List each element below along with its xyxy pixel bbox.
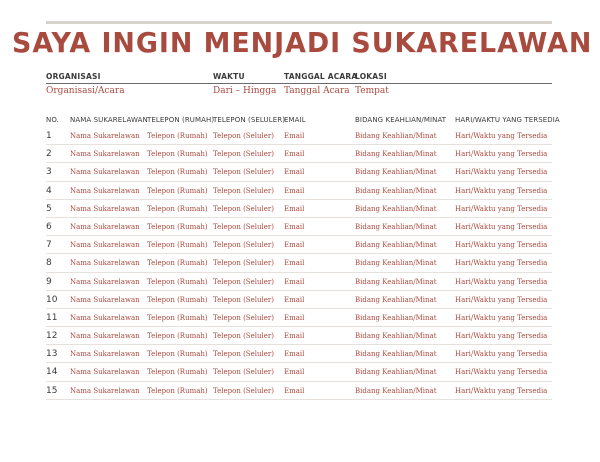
telepon-seluler-cell[interactable]: Telepon (Seluler) (213, 241, 274, 250)
column-header-hari: HARI/WAKTU YANG TERSEDIA (455, 116, 560, 124)
telepon-seluler-cell[interactable]: Telepon (Seluler) (213, 132, 274, 140)
email-cell[interactable]: Email (284, 132, 305, 140)
nama-cell[interactable]: Nama Sukarelawan (70, 168, 140, 177)
telepon-rumah-cell[interactable]: Telepon (Rumah) (147, 277, 208, 286)
waktu-header: WAKTU (213, 72, 245, 81)
bidang-cell[interactable]: Bidang Keahlian/Minat (355, 277, 437, 286)
nama-cell[interactable]: Nama Sukarelawan (70, 186, 140, 195)
email-cell[interactable]: Email (284, 150, 305, 159)
telepon-seluler-cell[interactable]: Telepon (Seluler) (213, 313, 274, 322)
telepon-rumah-cell[interactable]: Telepon (Rumah) (147, 350, 208, 359)
hari-cell[interactable]: Hari/Waktu yang Tersedia (455, 295, 548, 304)
nama-cell[interactable]: Nama Sukarelawan (70, 204, 140, 213)
telepon-rumah-cell[interactable]: Telepon (Rumah) (147, 222, 208, 231)
info-divider (46, 83, 552, 84)
table-row (46, 218, 552, 236)
nama-cell[interactable]: Nama Sukarelawan (70, 150, 140, 159)
table-row (46, 345, 552, 363)
table-row (46, 163, 552, 181)
table-row (46, 363, 552, 381)
hari-cell[interactable]: Hari/Waktu yang Tersedia (455, 277, 548, 286)
row-number: 14 (46, 367, 58, 378)
table-row (46, 182, 552, 200)
bidang-cell[interactable]: Bidang Keahlian/Minat (355, 368, 437, 377)
nama-cell[interactable]: Nama Sukarelawan (70, 277, 140, 286)
bidang-cell[interactable]: Bidang Keahlian/Minat (355, 186, 437, 195)
telepon-rumah-cell[interactable]: Telepon (Rumah) (147, 168, 208, 177)
row-number: 9 (46, 276, 52, 287)
row-number: 4 (46, 185, 52, 196)
hari-cell[interactable]: Hari/Waktu yang Tersedia (455, 222, 548, 231)
organisasi-value[interactable]: Organisasi/Acara (46, 86, 125, 96)
nama-cell[interactable]: Nama Sukarelawan (70, 241, 140, 250)
table-row (46, 145, 552, 163)
email-cell[interactable]: Email (284, 241, 305, 250)
telepon-seluler-cell[interactable]: Telepon (Seluler) (213, 204, 274, 213)
nama-cell[interactable]: Nama Sukarelawan (70, 350, 140, 359)
email-cell[interactable]: Email (284, 295, 305, 304)
telepon-rumah-cell[interactable]: Telepon (Rumah) (147, 386, 208, 395)
telepon-rumah-cell[interactable]: Telepon (Rumah) (147, 368, 208, 377)
column-header-no: NO. (46, 116, 59, 124)
bidang-cell[interactable]: Bidang Keahlian/Minat (355, 350, 437, 359)
telepon-seluler-cell[interactable]: Telepon (Seluler) (213, 222, 274, 231)
email-cell[interactable]: Email (284, 350, 305, 359)
bidang-cell[interactable]: Bidang Keahlian/Minat (355, 259, 437, 268)
table-row (46, 254, 552, 272)
telepon-rumah-cell[interactable]: Telepon (Rumah) (147, 150, 208, 159)
telepon-rumah-cell[interactable]: Telepon (Rumah) (147, 186, 208, 195)
telepon-rumah-cell[interactable]: Telepon (Rumah) (147, 259, 208, 268)
telepon-rumah-cell[interactable]: Telepon (Rumah) (147, 241, 208, 250)
nama-cell[interactable]: Nama Sukarelawan (70, 132, 140, 140)
bidang-cell[interactable]: Bidang Keahlian/Minat (355, 386, 437, 395)
nama-cell[interactable]: Nama Sukarelawan (70, 295, 140, 304)
bidang-cell[interactable]: Bidang Keahlian/Minat (355, 132, 437, 140)
row-number: 12 (46, 331, 58, 342)
column-header-telepon-rumah: TELEPON (RUMAH) (147, 116, 215, 124)
nama-cell[interactable]: Nama Sukarelawan (70, 313, 140, 322)
nama-cell[interactable]: Nama Sukarelawan (70, 259, 140, 268)
bidang-cell[interactable]: Bidang Keahlian/Minat (355, 295, 437, 304)
table-row (46, 200, 552, 218)
table-row (46, 127, 552, 145)
hari-cell[interactable]: Hari/Waktu yang Tersedia (455, 332, 548, 341)
hari-cell[interactable]: Hari/Waktu yang Tersedia (455, 386, 548, 395)
bidang-cell[interactable]: Bidang Keahlian/Minat (355, 168, 437, 177)
hari-cell[interactable]: Hari/Waktu yang Tersedia (455, 204, 548, 213)
telepon-rumah-cell[interactable]: Telepon (Rumah) (147, 204, 208, 213)
bidang-cell[interactable]: Bidang Keahlian/Minat (355, 150, 437, 159)
nama-cell[interactable]: Nama Sukarelawan (70, 368, 140, 377)
column-header-bidang: BIDANG KEAHLIAN/MINAT (355, 116, 447, 124)
column-header-email: EMAIL (284, 116, 306, 124)
row-number: 10 (46, 294, 58, 305)
row-number: 8 (46, 258, 52, 269)
telepon-seluler-cell[interactable]: Telepon (Seluler) (213, 368, 274, 377)
table-row (46, 327, 552, 345)
row-number: 2 (46, 149, 52, 160)
row-number: 3 (46, 167, 52, 178)
table-row (46, 273, 552, 291)
telepon-rumah-cell[interactable]: Telepon (Rumah) (147, 132, 208, 140)
email-cell[interactable]: Email (284, 313, 305, 322)
tanggal-value[interactable]: Tanggal Acara (284, 86, 350, 96)
row-number: 7 (46, 240, 52, 251)
hari-cell[interactable]: Hari/Waktu yang Tersedia (455, 241, 548, 250)
volunteer-table (46, 127, 552, 400)
hari-cell[interactable]: Hari/Waktu yang Tersedia (455, 350, 548, 359)
bidang-cell[interactable]: Bidang Keahlian/Minat (355, 204, 437, 213)
row-number: 5 (46, 203, 52, 214)
telepon-rumah-cell[interactable]: Telepon (Rumah) (147, 313, 208, 322)
hari-cell[interactable]: Hari/Waktu yang Tersedia (455, 150, 548, 159)
hari-cell[interactable]: Hari/Waktu yang Tersedia (455, 168, 548, 177)
waktu-value[interactable]: Dari – Hingga (213, 86, 277, 96)
telepon-seluler-cell[interactable]: Telepon (Seluler) (213, 186, 274, 195)
nama-cell[interactable]: Nama Sukarelawan (70, 332, 140, 341)
telepon-rumah-cell[interactable]: Telepon (Rumah) (147, 332, 208, 341)
tanggal-header: TANGGAL ACARA (284, 72, 358, 81)
organisasi-header: ORGANISASI (46, 72, 101, 81)
email-cell[interactable]: Email (284, 186, 305, 195)
telepon-seluler-cell[interactable]: Telepon (Seluler) (213, 295, 274, 304)
email-cell[interactable]: Email (284, 222, 305, 231)
email-cell[interactable]: Email (284, 204, 305, 213)
nama-cell[interactable]: Nama Sukarelawan (70, 386, 140, 395)
email-cell[interactable]: Email (284, 332, 305, 341)
column-header-telepon-seluler: TELEPON (SELULER) (213, 116, 286, 124)
bidang-cell[interactable]: Bidang Keahlian/Minat (355, 332, 437, 341)
table-row (46, 309, 552, 327)
nama-cell[interactable]: Nama Sukarelawan (70, 222, 140, 231)
email-cell[interactable]: Email (284, 368, 305, 377)
telepon-seluler-cell[interactable]: Telepon (Seluler) (213, 150, 274, 159)
row-number: 1 (46, 131, 52, 141)
table-row (46, 291, 552, 309)
top-divider (46, 21, 552, 24)
column-header-nama: NAMA SUKARELAWAN (70, 116, 148, 124)
row-number: 6 (46, 221, 52, 232)
hari-cell[interactable]: Hari/Waktu yang Tersedia (455, 313, 548, 322)
row-number: 13 (46, 349, 58, 360)
email-cell[interactable]: Email (284, 259, 305, 268)
hari-cell[interactable]: Hari/Waktu yang Tersedia (455, 368, 548, 377)
hari-cell[interactable]: Hari/Waktu yang Tersedia (455, 259, 548, 268)
lokasi-header: LOKASI (355, 72, 387, 81)
hari-cell[interactable]: Hari/Waktu yang Tersedia (455, 186, 548, 195)
row-number: 15 (46, 385, 58, 396)
table-row (46, 236, 552, 254)
hari-cell[interactable]: Hari/Waktu yang Tersedia (455, 132, 548, 140)
email-cell[interactable]: Email (284, 386, 305, 395)
page-title: SAYA INGIN MENJADI SUKARELAWAN (12, 26, 593, 59)
bidang-cell[interactable]: Bidang Keahlian/Minat (355, 222, 437, 231)
telepon-seluler-cell[interactable]: Telepon (Seluler) (213, 259, 274, 268)
telepon-seluler-cell[interactable]: Telepon (Seluler) (213, 350, 274, 359)
bidang-cell[interactable]: Bidang Keahlian/Minat (355, 241, 437, 250)
lokasi-value[interactable]: Tempat (355, 86, 389, 96)
bidang-cell[interactable]: Bidang Keahlian/Minat (355, 313, 437, 322)
telepon-rumah-cell[interactable]: Telepon (Rumah) (147, 295, 208, 304)
telepon-seluler-cell[interactable]: Telepon (Seluler) (213, 386, 274, 395)
email-cell[interactable]: Email (284, 277, 305, 286)
telepon-seluler-cell[interactable]: Telepon (Seluler) (213, 332, 274, 341)
table-row (46, 382, 552, 400)
telepon-seluler-cell[interactable]: Telepon (Seluler) (213, 277, 274, 286)
telepon-seluler-cell[interactable]: Telepon (Seluler) (213, 168, 274, 177)
row-number: 11 (46, 312, 58, 323)
email-cell[interactable]: Email (284, 168, 305, 177)
